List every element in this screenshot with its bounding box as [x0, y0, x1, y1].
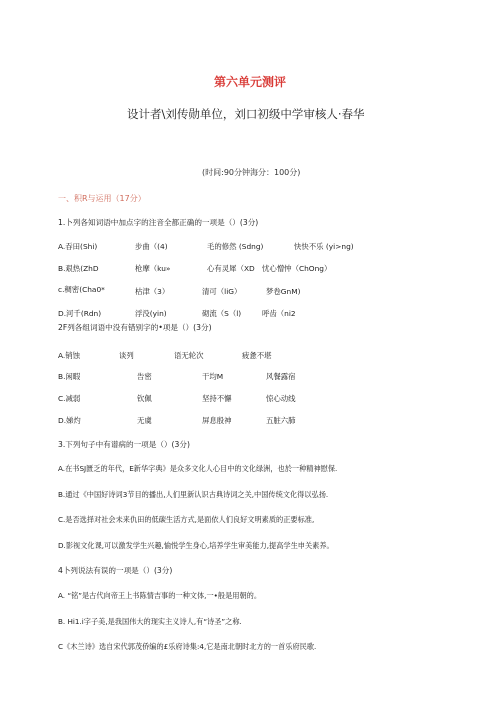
q2-option-d-3: 屏息殷神 — [202, 416, 232, 425]
q2-option-d-4: 五脏六肺 — [266, 416, 296, 425]
author-line: 设计者\刘传勋单位，刘口初级中学审核人·春华 — [127, 107, 365, 121]
q3-option-c: C.是否选择对社会未来仇田的低碳生活方式,是面依人们良好文明素质的正要标准, — [58, 515, 315, 524]
q2-option-d-1: D.娣灼 — [58, 416, 81, 425]
question-4-stem: 4卜列说法有误的一项是（）(3分) — [58, 566, 173, 575]
q1-option-b-4: 忧心憎忡（ChOng） — [262, 264, 332, 273]
question-1-stem: 1.卜列各知词语中加点字的注音全都正确的一项是（）(3分) — [58, 218, 259, 227]
question-3-stem: 3.下列句子中有谱病的一项是（）(3分) — [58, 440, 190, 449]
q3-option-b: B.通过《中国好诗词3节目的播出,人们里新认识古典诗词之关,中国传统文化得以弘扬. — [58, 490, 329, 499]
q2-option-b-1: B.闲暇 — [58, 372, 81, 381]
q2-option-c-1: C.减弱 — [58, 394, 81, 403]
q4-option-b: B. Hi1.i字子美,是我国伟大的现实主义诗人,有“诗圣”之称. — [58, 617, 242, 626]
q1-option-a-3: 毛的修然 (Sdng) — [207, 242, 264, 251]
q2-option-c-4: 惊心动线 — [266, 394, 296, 403]
q3-option-d: D.影视文化课,可以激发学生兴趣,愉悦学生身心,培养学生审美能力,提高学生申关素养。 — [58, 541, 334, 550]
q1-option-c-1: c.稠密(Cha0* — [58, 285, 105, 294]
q1-option-c-3: 清可（liG） — [202, 287, 242, 296]
q2-option-d-2: 无虞 — [137, 416, 152, 425]
q1-option-d-3: 砌流（S（l) — [202, 309, 242, 318]
q2-option-a-4: 疲惫不堪 — [242, 351, 272, 360]
q2-option-a-3: 语无轮次 — [174, 351, 204, 360]
q2-option-a-1: A.销蚀 — [58, 351, 81, 360]
q1-option-d-2: 浮没(yin) — [135, 309, 167, 318]
q1-option-c-4: 梦卷GnM) — [266, 287, 301, 296]
q1-option-b-1: B.艰热(ZhD — [58, 264, 99, 273]
q1-option-c-2: 枯津（3） — [135, 287, 170, 296]
q4-option-a: A. “铭”是古代向帝王上书陈情吉事的一种文体,一•般是用朝的。 — [58, 591, 262, 600]
exam-meta: (时间:90分钟海分：100分) — [202, 168, 301, 177]
q1-option-a-2: 步曲（(4) — [135, 242, 168, 251]
q3-option-a: A.在书SJ匮乏的年代，E新华字典》是众多文化人心目中的文化绿洲，也於一种精神慰保. — [58, 464, 338, 473]
q2-option-b-3: 干均M — [202, 372, 224, 381]
q2-option-b-2: 告密 — [137, 372, 152, 381]
q2-option-b-4: 风餐露宿 — [266, 372, 296, 381]
q1-option-d-4: 呼齿（ni2 — [262, 309, 296, 318]
section-heading: 一、积R与运用（17分） — [58, 194, 146, 203]
q1-option-a-4: 快快不乐 (yi>ng) — [294, 242, 354, 251]
page-title: 第六单元测评 — [214, 75, 287, 89]
q1-option-a-1: A.吞田(Shi) — [58, 242, 98, 251]
q2-option-c-3: 坚持不懈 — [202, 394, 232, 403]
q2-option-a-2: 谈列 — [119, 351, 134, 360]
q2-option-c-2: 钦佩 — [137, 394, 152, 403]
q1-option-d-1: D.河千(Rdn) — [58, 309, 102, 318]
q1-option-b-3: 心有灵犀（XD — [207, 264, 255, 273]
q1-option-b-2: 枪摩（ku» — [135, 264, 171, 273]
question-2-stem: 2F列各组词语中没有错别字的•项是（）(3分) — [58, 323, 212, 332]
q4-option-c: C《木兰诗》选自宋代郭茂侨编的£乐府诗集:4,它是南北朝时北方的一首乐府民歌. — [58, 642, 317, 651]
